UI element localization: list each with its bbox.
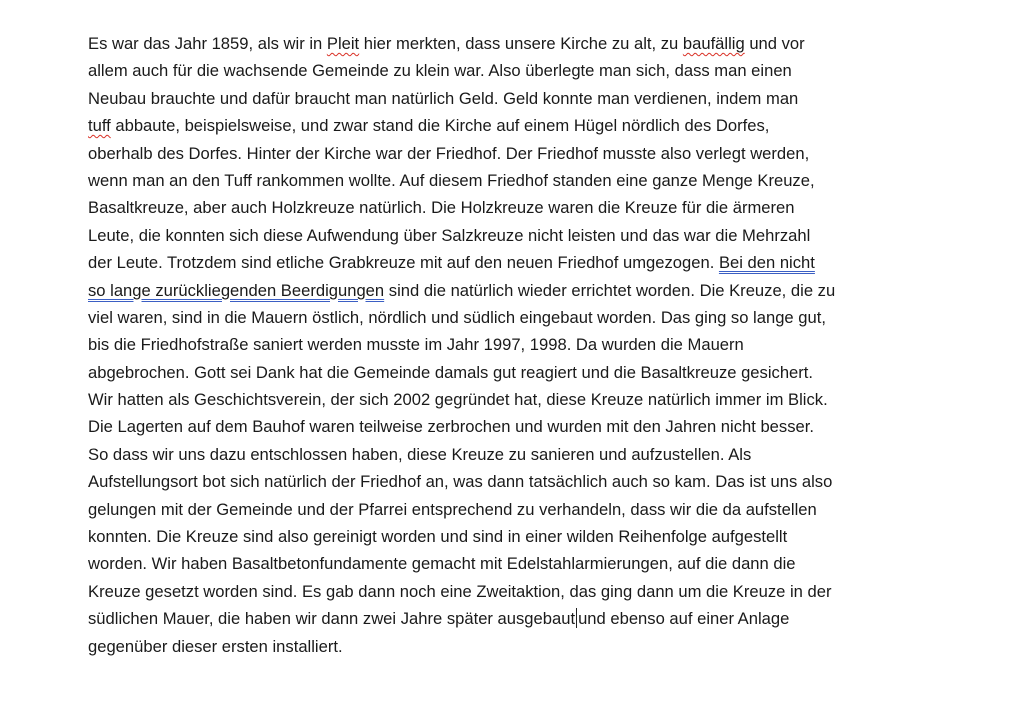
text-line: [88, 386, 958, 413]
text-segment: der Leute. Trotzdem sind etliche Grabkreuze mit auf den neuen Friedhof umgezogen.: [88, 253, 719, 273]
text-segment: gegenüber dieser ersten installiert.: [88, 636, 343, 656]
text-line: [88, 304, 958, 331]
spelling-error-word[interactable]: tuff: [88, 116, 111, 136]
text-line: [88, 633, 958, 660]
text-segment: Wir hatten als Geschichtsverein, der sich 2002 gegründet hat, diese Kreuze natürlich immer im Blick.: [88, 390, 828, 410]
text-segment: Aufstellungsort bot sich natürlich der Friedhof an, was dann tatsächlich auch so kam. Das ist uns also: [88, 472, 833, 492]
text-segment: Es war das Jahr 1859, als wir in: [88, 34, 327, 53]
text-segment: südlichen Mauer, die haben wir dann zwei Jahre später ausgebaut: [88, 609, 576, 629]
text-line: [88, 578, 958, 605]
text-segment: viel waren, sind in die Mauern östlich, nördlich und südlich eingebaut worden. Das ging so lange gut,: [88, 307, 826, 327]
text-line: [88, 277, 958, 304]
grammar-suggestion[interactable]: so lange zurückliegenden Beerdigungen: [88, 280, 385, 300]
text-line: [88, 222, 958, 249]
text-line: [88, 85, 958, 112]
text-segment: sind die natürlich wieder errichtet worden. Die Kreuze, die zu: [384, 280, 836, 300]
text-line: [88, 331, 958, 358]
text-segment: und ebenso auf einer Anlage: [578, 609, 790, 629]
text-line: [88, 140, 958, 167]
text-line: [88, 523, 958, 550]
text-segment: hier merkten, dass unsere Kirche zu alt, zu: [359, 34, 683, 53]
text-line: [88, 167, 958, 194]
text-segment: Die Lagerten auf dem Bauhof waren teilweise zerbrochen und wurden mit den Jahren nicht besser.: [88, 417, 814, 437]
text-segment: allem auch für die wachsende Gemeinde zu klein war. Also überlegte man sich, dass man einen: [88, 61, 792, 81]
text-line: [88, 359, 958, 386]
text-segment: oberhalb des Dorfes. Hinter der Kirche war der Friedhof. Der Friedhof musste also verlegt werden,: [88, 143, 810, 163]
text-line: [88, 30, 958, 57]
text-line: [88, 112, 958, 139]
text-line: [88, 249, 958, 276]
text-line: [88, 468, 958, 495]
text-line: [88, 413, 958, 440]
text-segment: abgebrochen. Gott sei Dank hat die Gemeinde damals gut reagiert und die Basaltkreuze gesichert.: [88, 362, 814, 382]
text-segment: konnten. Die Kreuze sind also gereinigt worden und sind in einer wilden Reihenfolge aufgestellt: [88, 527, 788, 547]
text-segment: wenn man an den Tuff rankommen wollte. Auf diesem Friedhof standen eine ganze Menge Kreuze,: [88, 170, 815, 190]
text-line: [88, 194, 958, 221]
text-segment: Basaltkreuze, aber auch Holzkreuze natürlich. Die Holzkreuze waren die Kreuze für die ärmeren: [88, 198, 795, 218]
spelling-error-word[interactable]: Pleit: [326, 34, 360, 53]
text-segment: Neubau brauchte und dafür braucht man natürlich Geld. Geld konnte man verdienen, indem man: [88, 88, 799, 108]
text-line: [88, 496, 958, 523]
text-line: [88, 550, 958, 577]
text-segment: gelungen mit der Gemeinde und der Pfarrei entsprechend zu verhandeln, dass wir die da aufstellen: [88, 499, 817, 519]
text-segment: und vor: [744, 34, 805, 53]
grammar-suggestion[interactable]: Bei den nicht: [718, 253, 815, 273]
text-segment: Leute, die konnten sich diese Aufwendung über Salzkreuze nicht leisten und das war die Mehrzahl: [88, 225, 811, 245]
text-segment: Kreuze gesetzt worden sind. Es gab dann noch eine Zweitaktion, das ging dann um die Kreuze in der: [88, 581, 832, 601]
text-line: [88, 441, 958, 468]
text-segment: So dass wir uns dazu entschlossen haben, diese Kreuze zu sanieren und aufzustellen. Als: [88, 444, 752, 464]
spelling-error-word[interactable]: baufällig: [682, 34, 745, 53]
document-body-text[interactable]: [88, 30, 958, 660]
text-segment: worden. Wir haben Basaltbetonfundamente gemacht mit Edelstahlarmierungen, auf die dann die: [88, 554, 796, 574]
text-line: [88, 57, 958, 84]
text-line: [88, 605, 958, 632]
text-cursor: [576, 608, 577, 628]
text-segment: bis die Friedhofstraße saniert werden musste im Jahr 1997, 1998. Da wurden die Mauern: [88, 335, 744, 355]
text-segment: abbaute, beispielsweise, und zwar stand die Kirche auf einem Hügel nördlich des Dorfes,: [110, 116, 770, 136]
